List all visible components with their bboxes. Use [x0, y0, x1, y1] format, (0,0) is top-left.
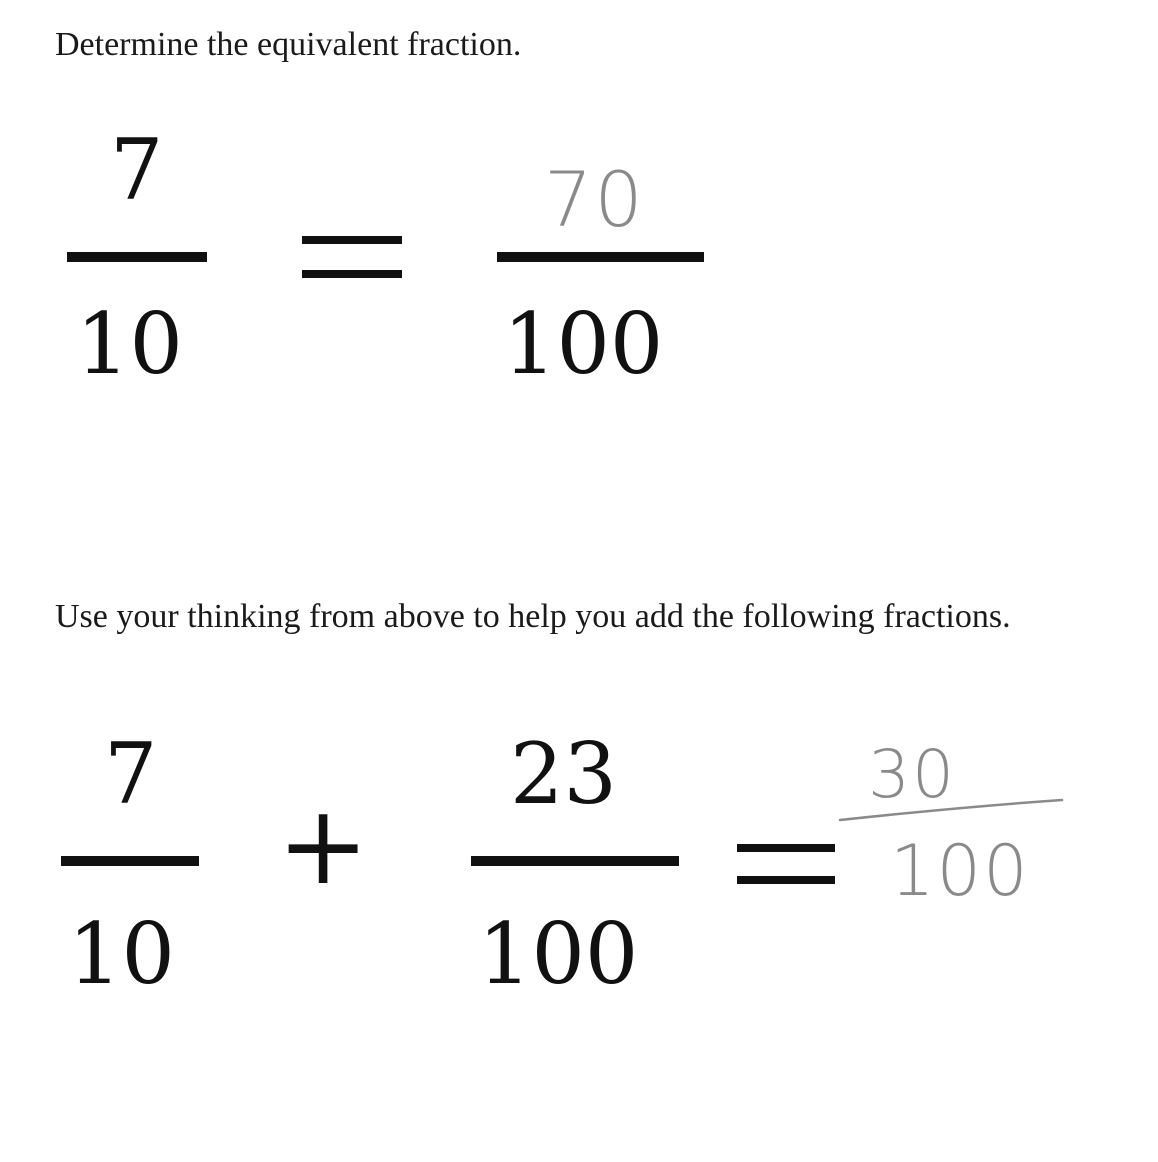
- handwritten-denominator-100: 100: [890, 830, 1030, 912]
- denominator-100: 100: [478, 905, 639, 1003]
- handwritten-fraction-bar: [836, 796, 1068, 826]
- fraction-bar: [61, 856, 199, 866]
- fraction-bar: [471, 856, 679, 866]
- numerator-7: 7: [110, 121, 164, 219]
- numerator-7: 7: [104, 725, 158, 823]
- instruction-equivalent-fraction: Determine the equivalent fraction.: [55, 26, 522, 63]
- denominator-100: 100: [503, 295, 664, 393]
- plus-sign: +: [277, 781, 370, 909]
- denominator-10: 10: [68, 905, 175, 1003]
- numerator-23: 23: [510, 725, 617, 823]
- handwritten-numerator-30: 30: [868, 736, 956, 813]
- fraction-bar: [67, 252, 207, 262]
- instruction-add-fractions: Use your thinking from above to help you add the following fractions.: [55, 598, 1011, 635]
- handwritten-answer-70: 70: [544, 155, 645, 244]
- denominator-10: 10: [76, 295, 183, 393]
- fraction-bar: [497, 252, 704, 262]
